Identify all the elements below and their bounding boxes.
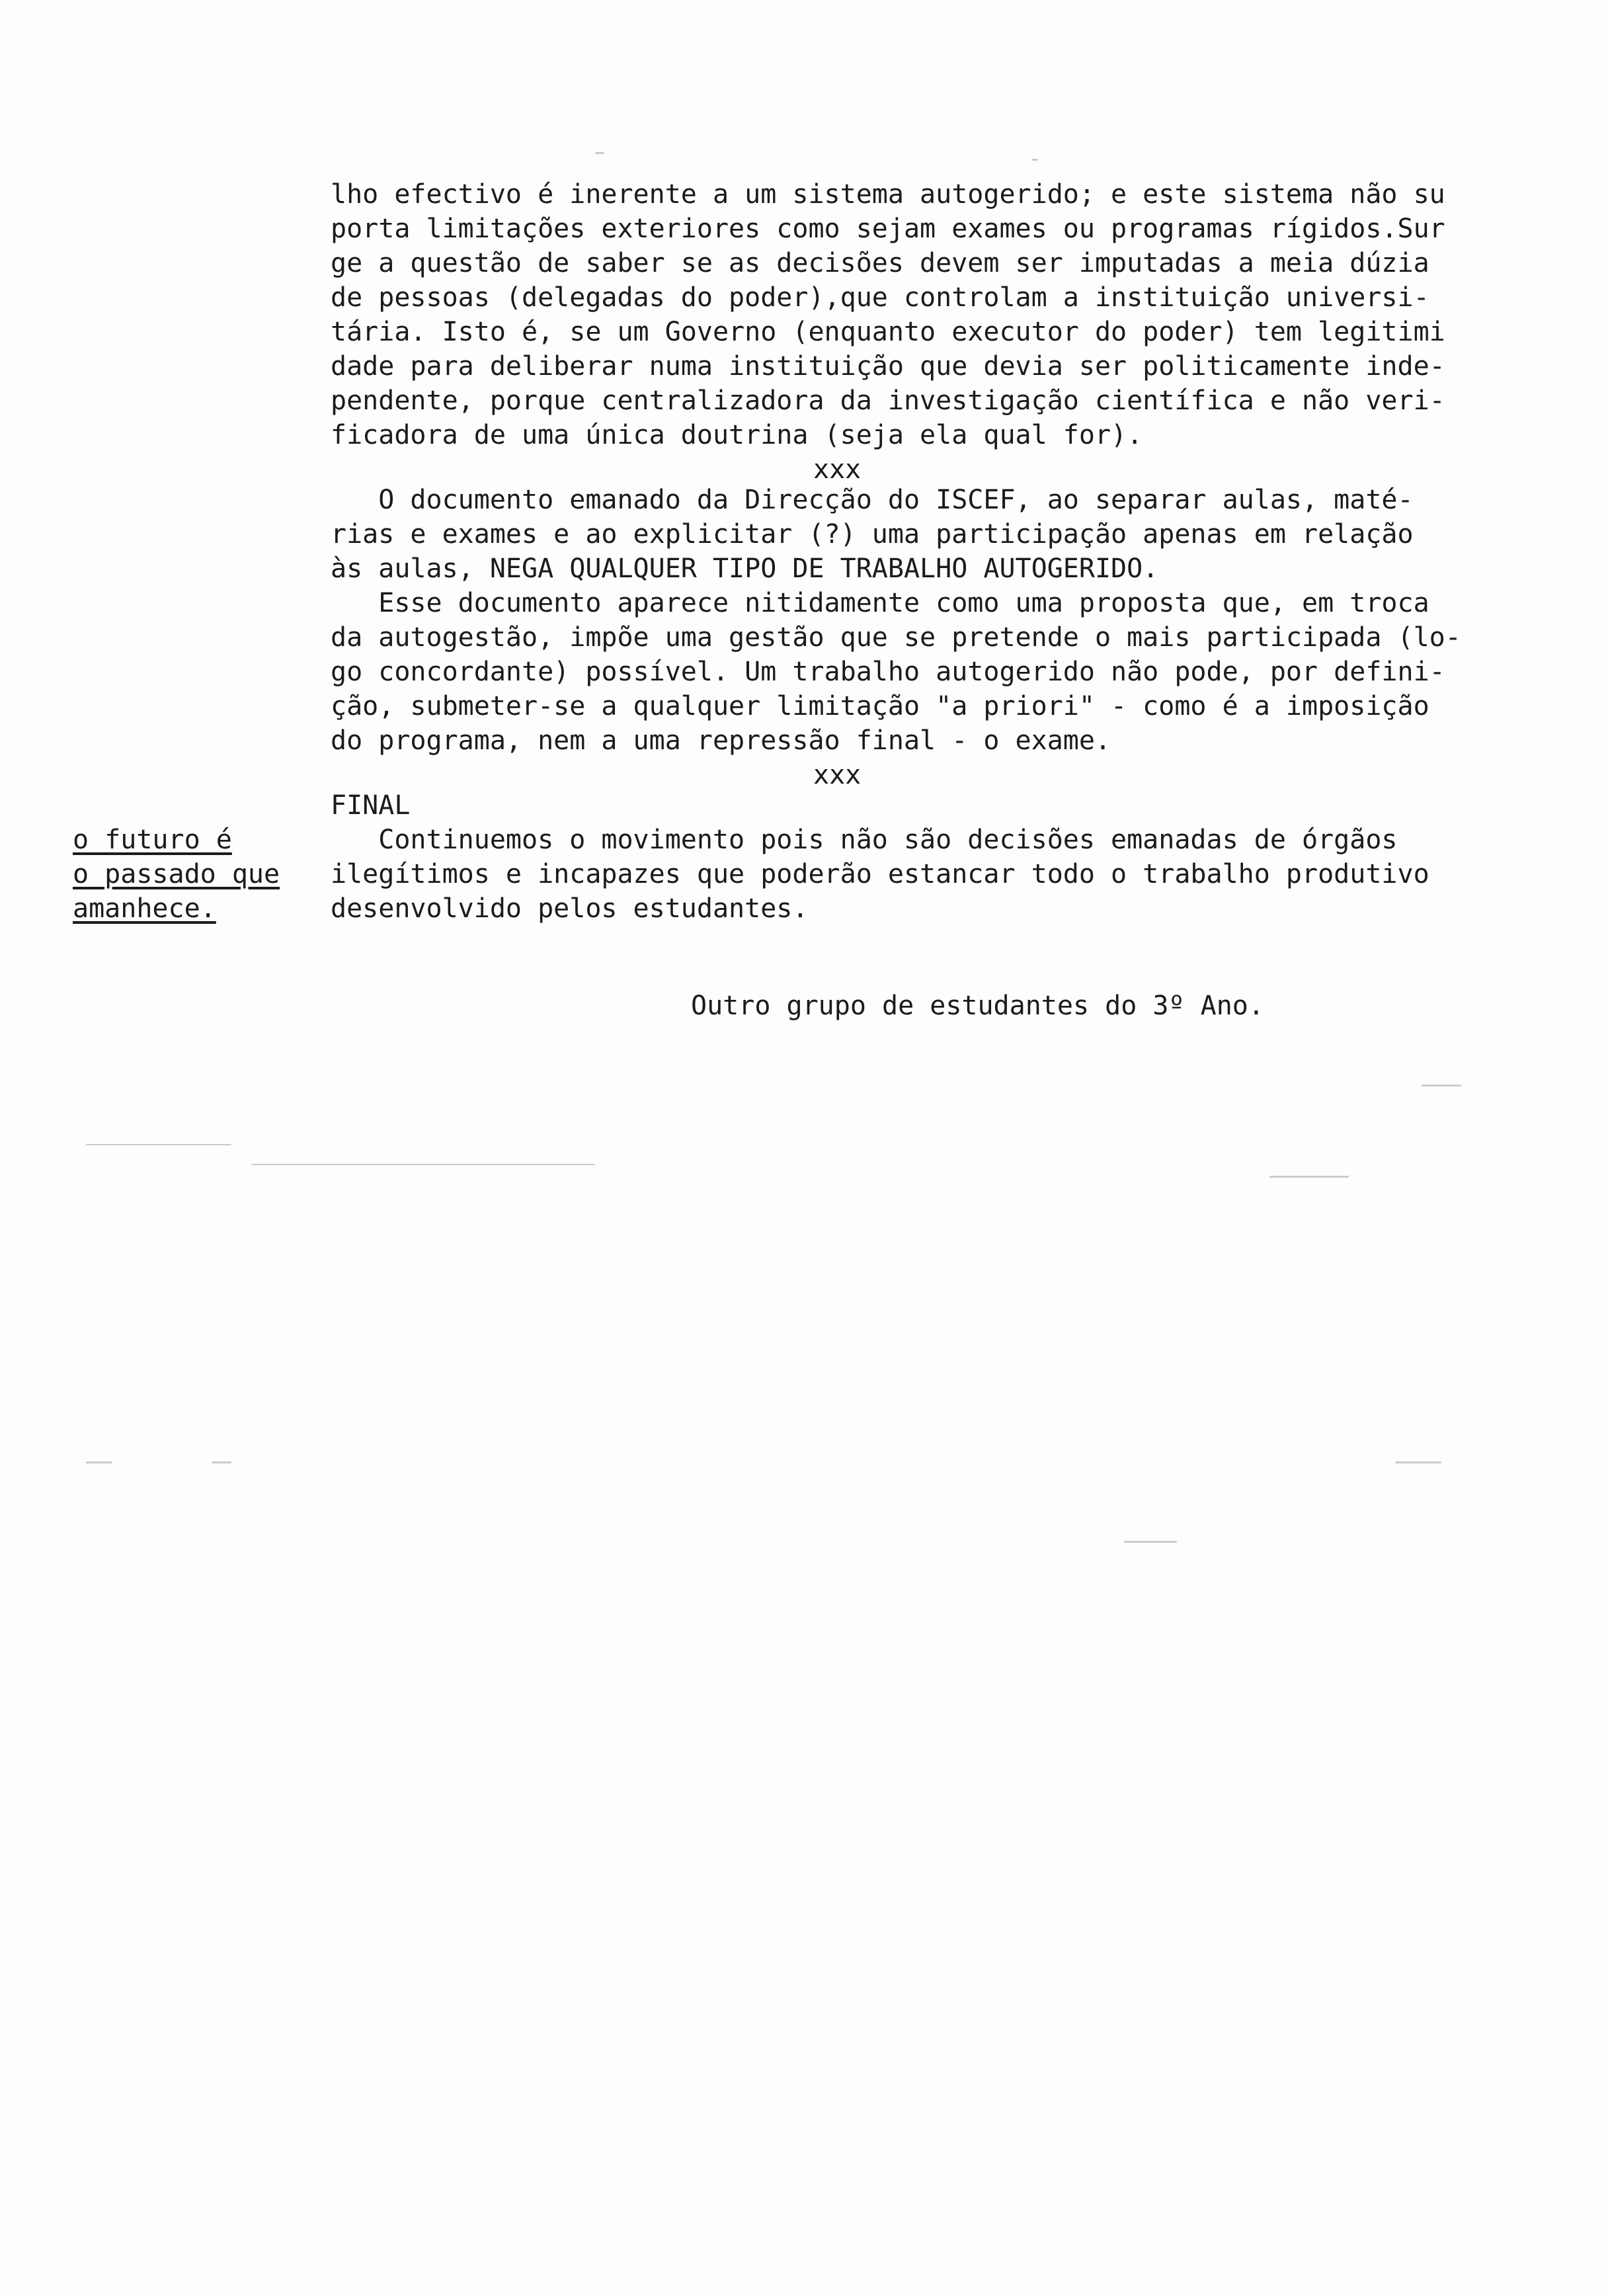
margin-note-line: o passado que: [73, 859, 280, 889]
paragraph-3-line: ção, submeter-se a qualquer limitação "a priori" - como é a imposição: [331, 691, 1429, 721]
scan-speck: [86, 1144, 231, 1145]
paragraph-3-line: da autogestão, impõe uma gestão que se pretende o mais participada (lo-: [331, 622, 1461, 653]
paragraph-3-line: do programa, nem a uma repressão final - o exame.: [331, 725, 1111, 756]
scan-speck: [1031, 159, 1038, 161]
paragraph-2-line: O documento emanado da Direcção do ISCEF, ao separar aulas, maté-: [331, 485, 1414, 515]
paragraph-3-line: go concordante) possível. Um trabalho autogerido não pode, por defini-: [331, 657, 1445, 687]
margin-note-line: o futuro é: [73, 825, 232, 855]
section-separator: xxx: [813, 454, 862, 485]
paragraph-1-line: pendente, porque centralizadora da investigação científica e não veri-: [331, 386, 1445, 416]
signature: Outro grupo de estudantes do 3º Ano.: [691, 991, 1264, 1021]
paragraph-1-line: porta limitações exteriores como sejam exames ou programas rígidos.Sur: [331, 214, 1445, 244]
section-separator: xxx: [813, 760, 862, 790]
scan-speck: [1124, 1541, 1177, 1543]
paragraph-1-line: de pessoas (delegadas do poder),que controlam a instituição universi-: [331, 282, 1429, 313]
paragraph-1-line: dade para deliberar numa instituição que devia ser politicamente inde-: [331, 351, 1445, 382]
paragraph-1-line: tária. Isto é, se um Governo (enquanto executor do poder) tem legitimi: [331, 317, 1445, 347]
scan-speck: [212, 1461, 231, 1463]
paragraph-2-line: às aulas, NEGA QUALQUER TIPO DE TRABALHO AUTOGERIDO.: [331, 554, 1159, 584]
scan-speck: [1422, 1085, 1461, 1086]
paragraph-1-line: ficadora de uma única doutrina (seja ela qual for).: [331, 420, 1143, 450]
margin-note-line: amanhece.: [73, 893, 216, 924]
scan-speck: [595, 152, 604, 154]
final-paragraph-line: desenvolvido pelos estudantes.: [331, 893, 809, 924]
scan-speck: [251, 1164, 595, 1165]
paragraph-2-line: rias e exames e ao explicitar (?) uma participação apenas em relação: [331, 519, 1414, 550]
scan-speck: [1269, 1176, 1349, 1178]
scan-speck: [86, 1461, 112, 1463]
final-paragraph-line: Continuemos o movimento pois não são decisões emanadas de órgãos: [331, 825, 1398, 855]
final-paragraph-line: ilegítimos e incapazes que poderão estancar todo o trabalho produtivo: [331, 859, 1429, 889]
paragraph-3-line: Esse documento aparece nitidamente como uma proposta que, em troca: [331, 588, 1429, 618]
scan-speck: [1395, 1461, 1441, 1463]
paragraph-1-line: ge a questão de saber se as decisões devem ser imputadas a meia dúzia: [331, 248, 1429, 278]
paragraph-1-line: lho efectivo é inerente a um sistema autogerido; e este sistema não su: [331, 179, 1445, 210]
final-heading: FINAL: [331, 790, 411, 821]
